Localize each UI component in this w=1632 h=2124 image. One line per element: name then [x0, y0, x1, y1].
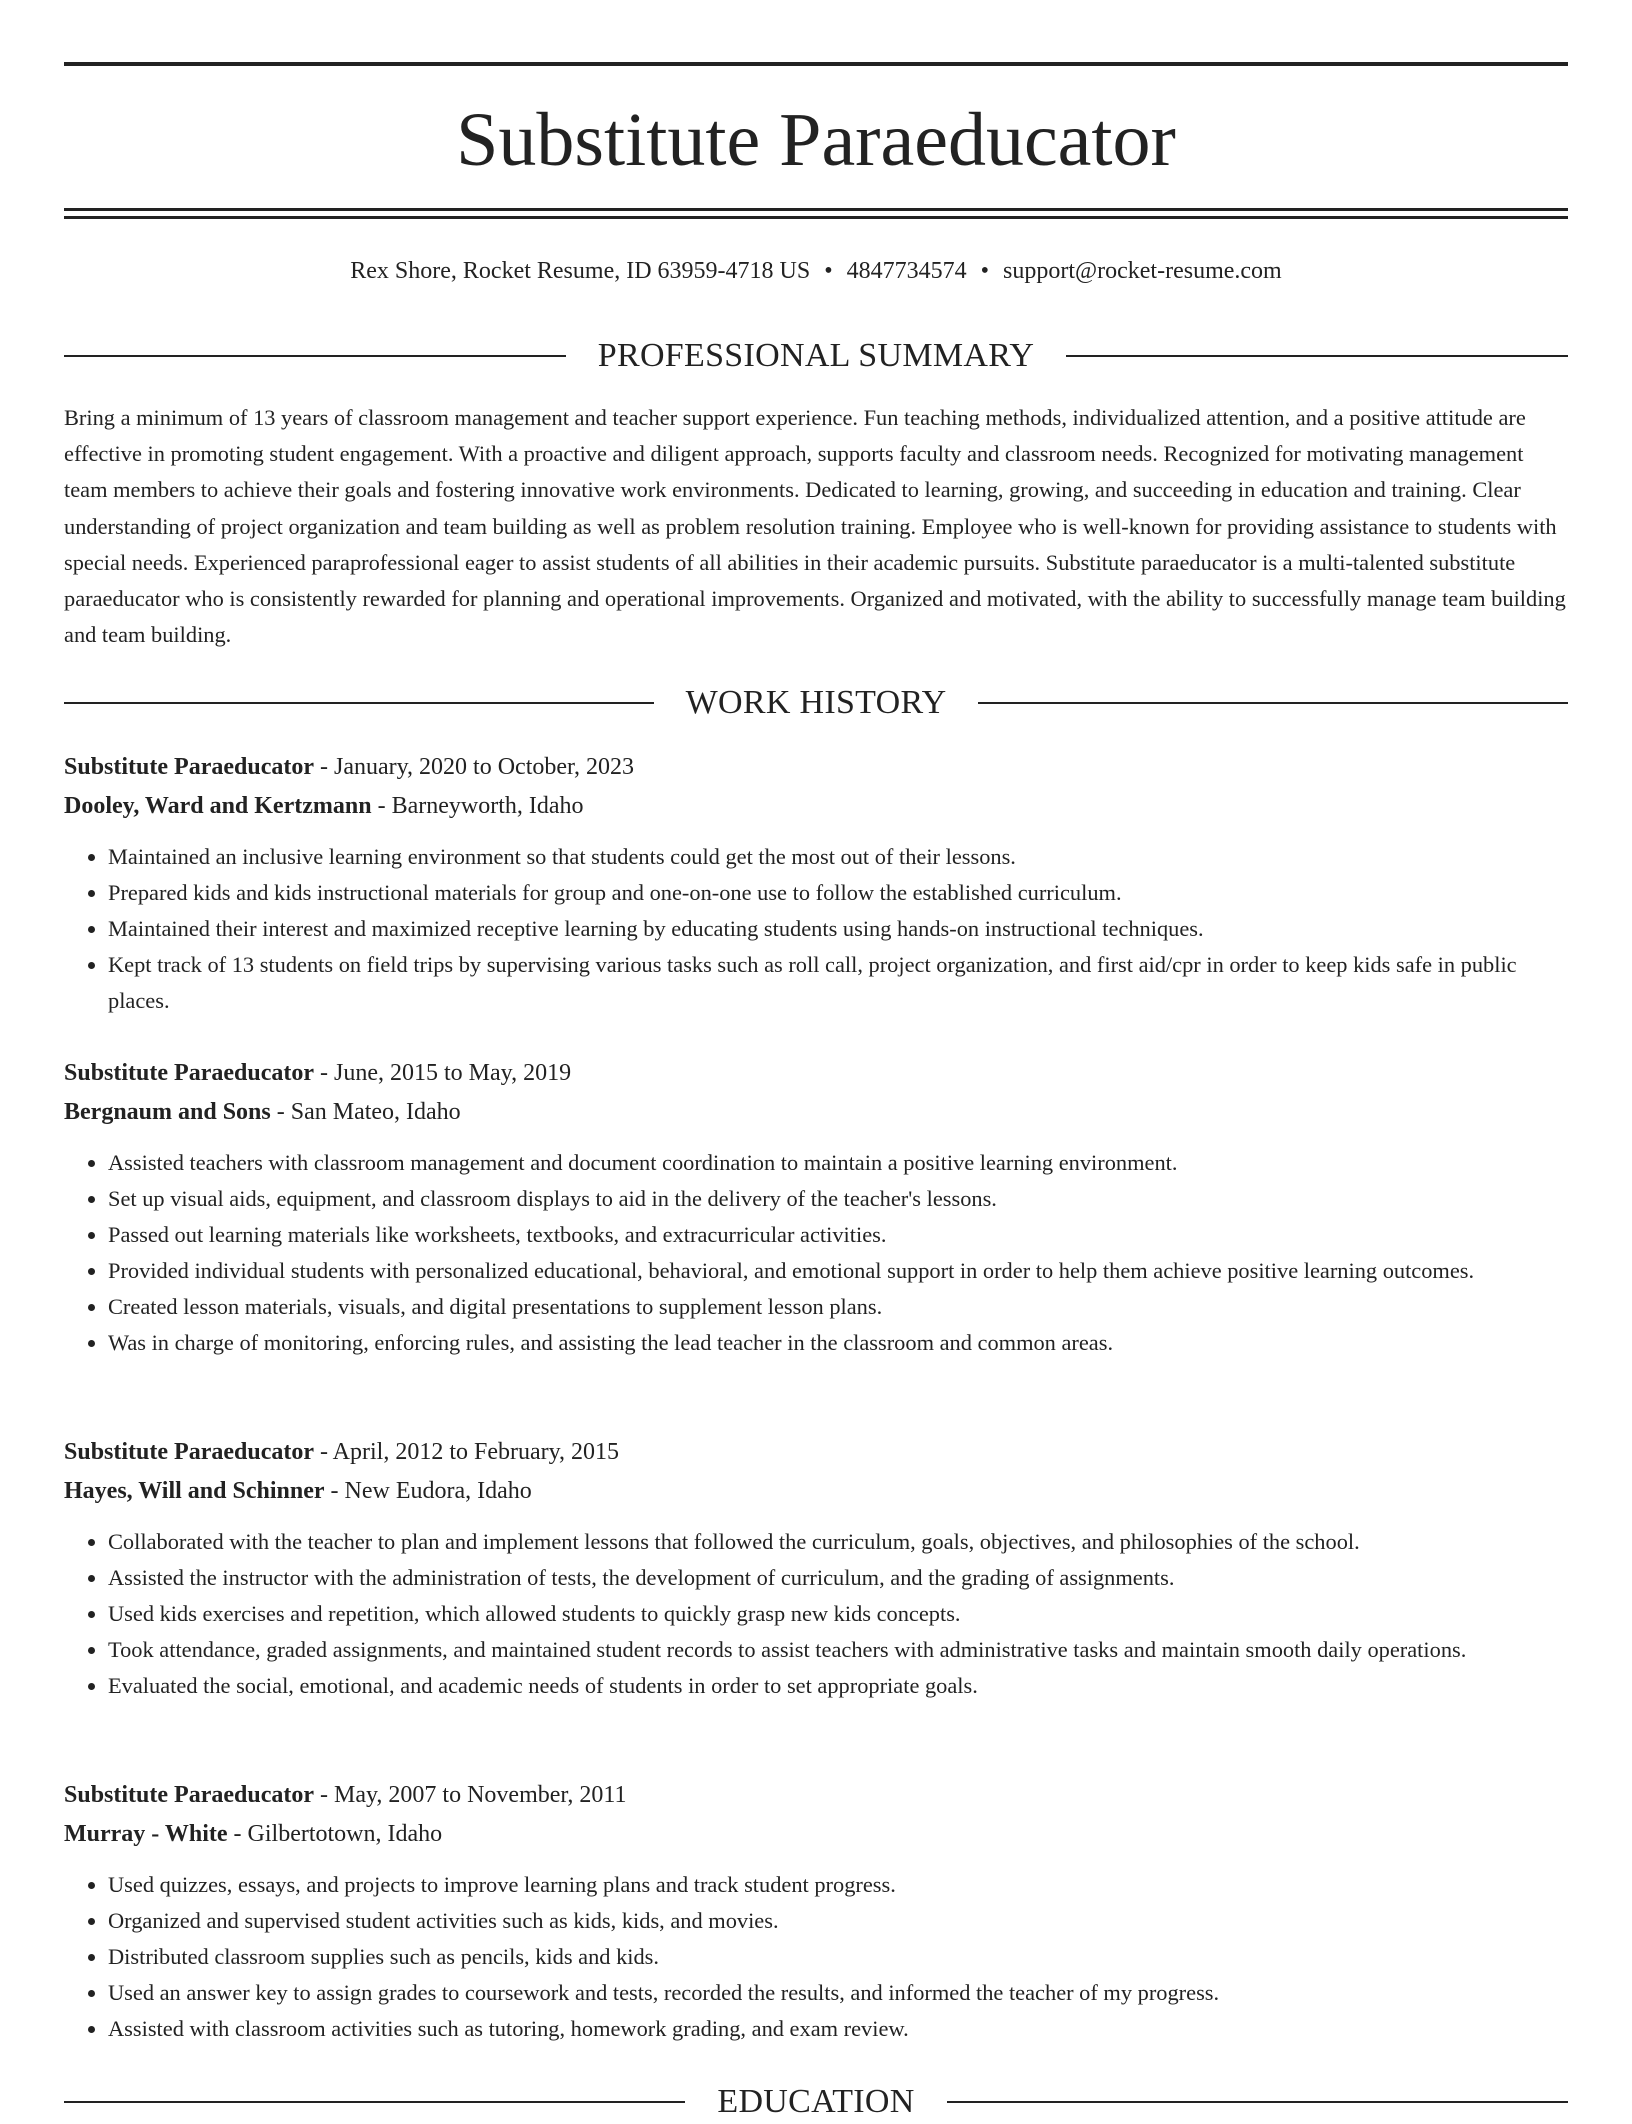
- resume-title: Substitute Paraeducator: [456, 98, 1176, 182]
- job-bullet: • Set up visual aids, equipment, and classroom displays to aid in the delivery of the teacher's lessons.: [108, 1181, 1568, 1217]
- job-company: Bergnaum and Sons: [64, 1098, 271, 1125]
- job-bullet: • Used an answer key to assign grades to coursework and tests, recorded the results, and informed the teacher of my progress.: [108, 1975, 1568, 2011]
- contact-separator: •: [980, 258, 990, 284]
- job-company: Dooley, Ward and Kertzmann: [64, 792, 372, 819]
- job-company: Murray - White: [64, 1820, 228, 1847]
- job-title: Substitute Paraeducator: [64, 1060, 314, 1086]
- job-title: Substitute Paraeducator: [64, 1439, 314, 1465]
- job-entry: [64, 1054, 1568, 1361]
- job-company-line: [64, 1093, 1568, 1132]
- job-bullet: • Distributed classroom supplies such as pencils, kids and kids.: [108, 1939, 1568, 1975]
- job-location: - San Mateo, Idaho: [270, 1098, 461, 1125]
- job-location: - New Eudora, Idaho: [324, 1477, 532, 1504]
- job-entry: [64, 1433, 1568, 1704]
- contact-email: support@rocket-resume.com: [1003, 258, 1282, 284]
- job-bullet: • Assisted the instructor with the administration of tests, the development of curriculum, and the grading of assignments.: [108, 1560, 1568, 1596]
- job-title-line: [64, 1433, 1568, 1472]
- summary-section-heading: [64, 334, 1568, 378]
- contact-separator: •: [824, 258, 833, 284]
- contact-phone: 4847734574: [846, 258, 967, 284]
- job-dates: - May, 2007 to November, 2011: [313, 1782, 627, 1808]
- contact-address: Rex Shore, Rocket Resume, ID 63959-4718 US: [350, 258, 811, 284]
- job-bullet: • Assisted teachers with classroom management and document coordination to maintain a positive learning environment.: [108, 1145, 1568, 1181]
- job-bullet: • Organized and supervised student activities such as kids, kids, and movies.: [108, 1903, 1568, 1939]
- job-company-line: [64, 1815, 1568, 1854]
- education-section-heading: [64, 2080, 1568, 2124]
- job-entry: [64, 748, 1568, 1019]
- contact-line: [64, 254, 1568, 288]
- job-title: Substitute Paraeducator: [64, 1782, 314, 1808]
- section-rule-left: [64, 355, 566, 357]
- job-company: Hayes, Will and Schinner: [64, 1477, 325, 1504]
- job-location: - Barneyworth, Idaho: [371, 792, 584, 819]
- job-bullet: • Assisted with classroom activities such as tutoring, homework grading, and exam review.: [108, 2011, 1568, 2047]
- work-history-section-heading: [64, 681, 1568, 725]
- top-rule: [64, 62, 1568, 66]
- job-dates: - June, 2015 to May, 2019: [313, 1060, 572, 1086]
- title-double-rule-upper: [64, 208, 1568, 211]
- job-bullet: • Maintained an inclusive learning environment so that students could get the most out of their lessons.: [108, 839, 1568, 875]
- job-bullet: • Used kids exercises and repetition, which allowed students to quickly grasp new kids concepts.: [108, 1596, 1568, 1632]
- section-heading-label: EDUCATION: [717, 2083, 915, 2120]
- title-double-rule-lower: [64, 216, 1568, 219]
- job-bullet: • Collaborated with the teacher to plan and implement lessons that followed the curriculum, goals, objectives, and philosophies of the school.: [108, 1524, 1568, 1560]
- job-bullet: • Evaluated the social, emotional, and academic needs of students in order to set appropriate goals.: [108, 1668, 1568, 1704]
- job-bullet-list: [64, 839, 1568, 1019]
- job-bullet: • Provided individual students with personalized educational, behavioral, and emotional support in order to help them achieve positive learning outcomes.: [108, 1253, 1568, 1289]
- section-rule-left: [64, 2101, 685, 2103]
- section-rule-left: [64, 702, 654, 704]
- job-title-line: [64, 1776, 1568, 1815]
- job-bullet: • Took attendance, graded assignments, and maintained student records to assist teachers with administrative tasks and maintain smooth daily operations.: [108, 1632, 1568, 1668]
- section-rule-right: [947, 2101, 1568, 2103]
- job-bullet: • Kept track of 13 students on field trips by supervising various tasks such as roll call, project organization, and first aid/cpr in order to keep kids safe in public places.: [108, 947, 1568, 1019]
- job-bullet: • Was in charge of monitoring, enforcing rules, and assisting the lead teacher in the classroom and common areas.: [108, 1325, 1568, 1361]
- summary-text: Bring a minimum of 13 years of classroom management and teacher support experience. Fun teaching methods, individualized attention, and a positive attitude are effective in promoting student engagement. With a proactive and diligent approach, supports faculty and classroom needs. Recognized for motivating management team members to achieve their goals and fostering innovative work environments. Dedicated to learning, growing, and succeeding in education and training. Clear understanding of project organization and team building as well as problem resolution training. Employee who is well-known for providing assistance to students with special needs. Experienced paraprofessional eager to assist students of all abilities in their academic pursuits. Substitute paraeducator is a multi-talented substitute paraeducator who is consistently rewarded for planning and operational improvements. Organized and motivated, with the ability to successfully manage team building and team building.: [64, 405, 1566, 648]
- job-bullet: • Maintained their interest and maximized receptive learning by educating students using hands-on instructional techniques.: [108, 911, 1568, 947]
- job-bullet: • Created lesson materials, visuals, and digital presentations to supplement lesson plans.: [108, 1289, 1568, 1325]
- job-bullet: • Used quizzes, essays, and projects to improve learning plans and track student progress.: [108, 1867, 1568, 1903]
- section-heading-label: WORK HISTORY: [685, 684, 947, 721]
- job-entry: [64, 1776, 1568, 2047]
- job-bullet-list: [64, 1524, 1568, 1704]
- job-bullet: • Prepared kids and kids instructional materials for group and one-on-one use to follow the established curriculum.: [108, 875, 1568, 911]
- job-bullet: • Passed out learning materials like worksheets, textbooks, and extracurricular activities.: [108, 1217, 1568, 1253]
- section-heading-label: PROFESSIONAL SUMMARY: [597, 337, 1035, 374]
- job-company-line: [64, 787, 1568, 826]
- job-title-line: [64, 748, 1568, 787]
- section-rule-right: [978, 702, 1568, 704]
- job-dates: - April, 2012 to February, 2015: [313, 1439, 620, 1465]
- job-location: - Gilbertotown, Idaho: [227, 1820, 443, 1847]
- job-title-line: [64, 1054, 1568, 1093]
- job-bullet-list: [64, 1145, 1568, 1361]
- job-dates: - January, 2020 to October, 2023: [313, 754, 635, 780]
- section-rule-right: [1066, 355, 1568, 357]
- job-bullet-list: [64, 1867, 1568, 2047]
- job-company-line: [64, 1472, 1568, 1511]
- job-title: Substitute Paraeducator: [64, 754, 314, 780]
